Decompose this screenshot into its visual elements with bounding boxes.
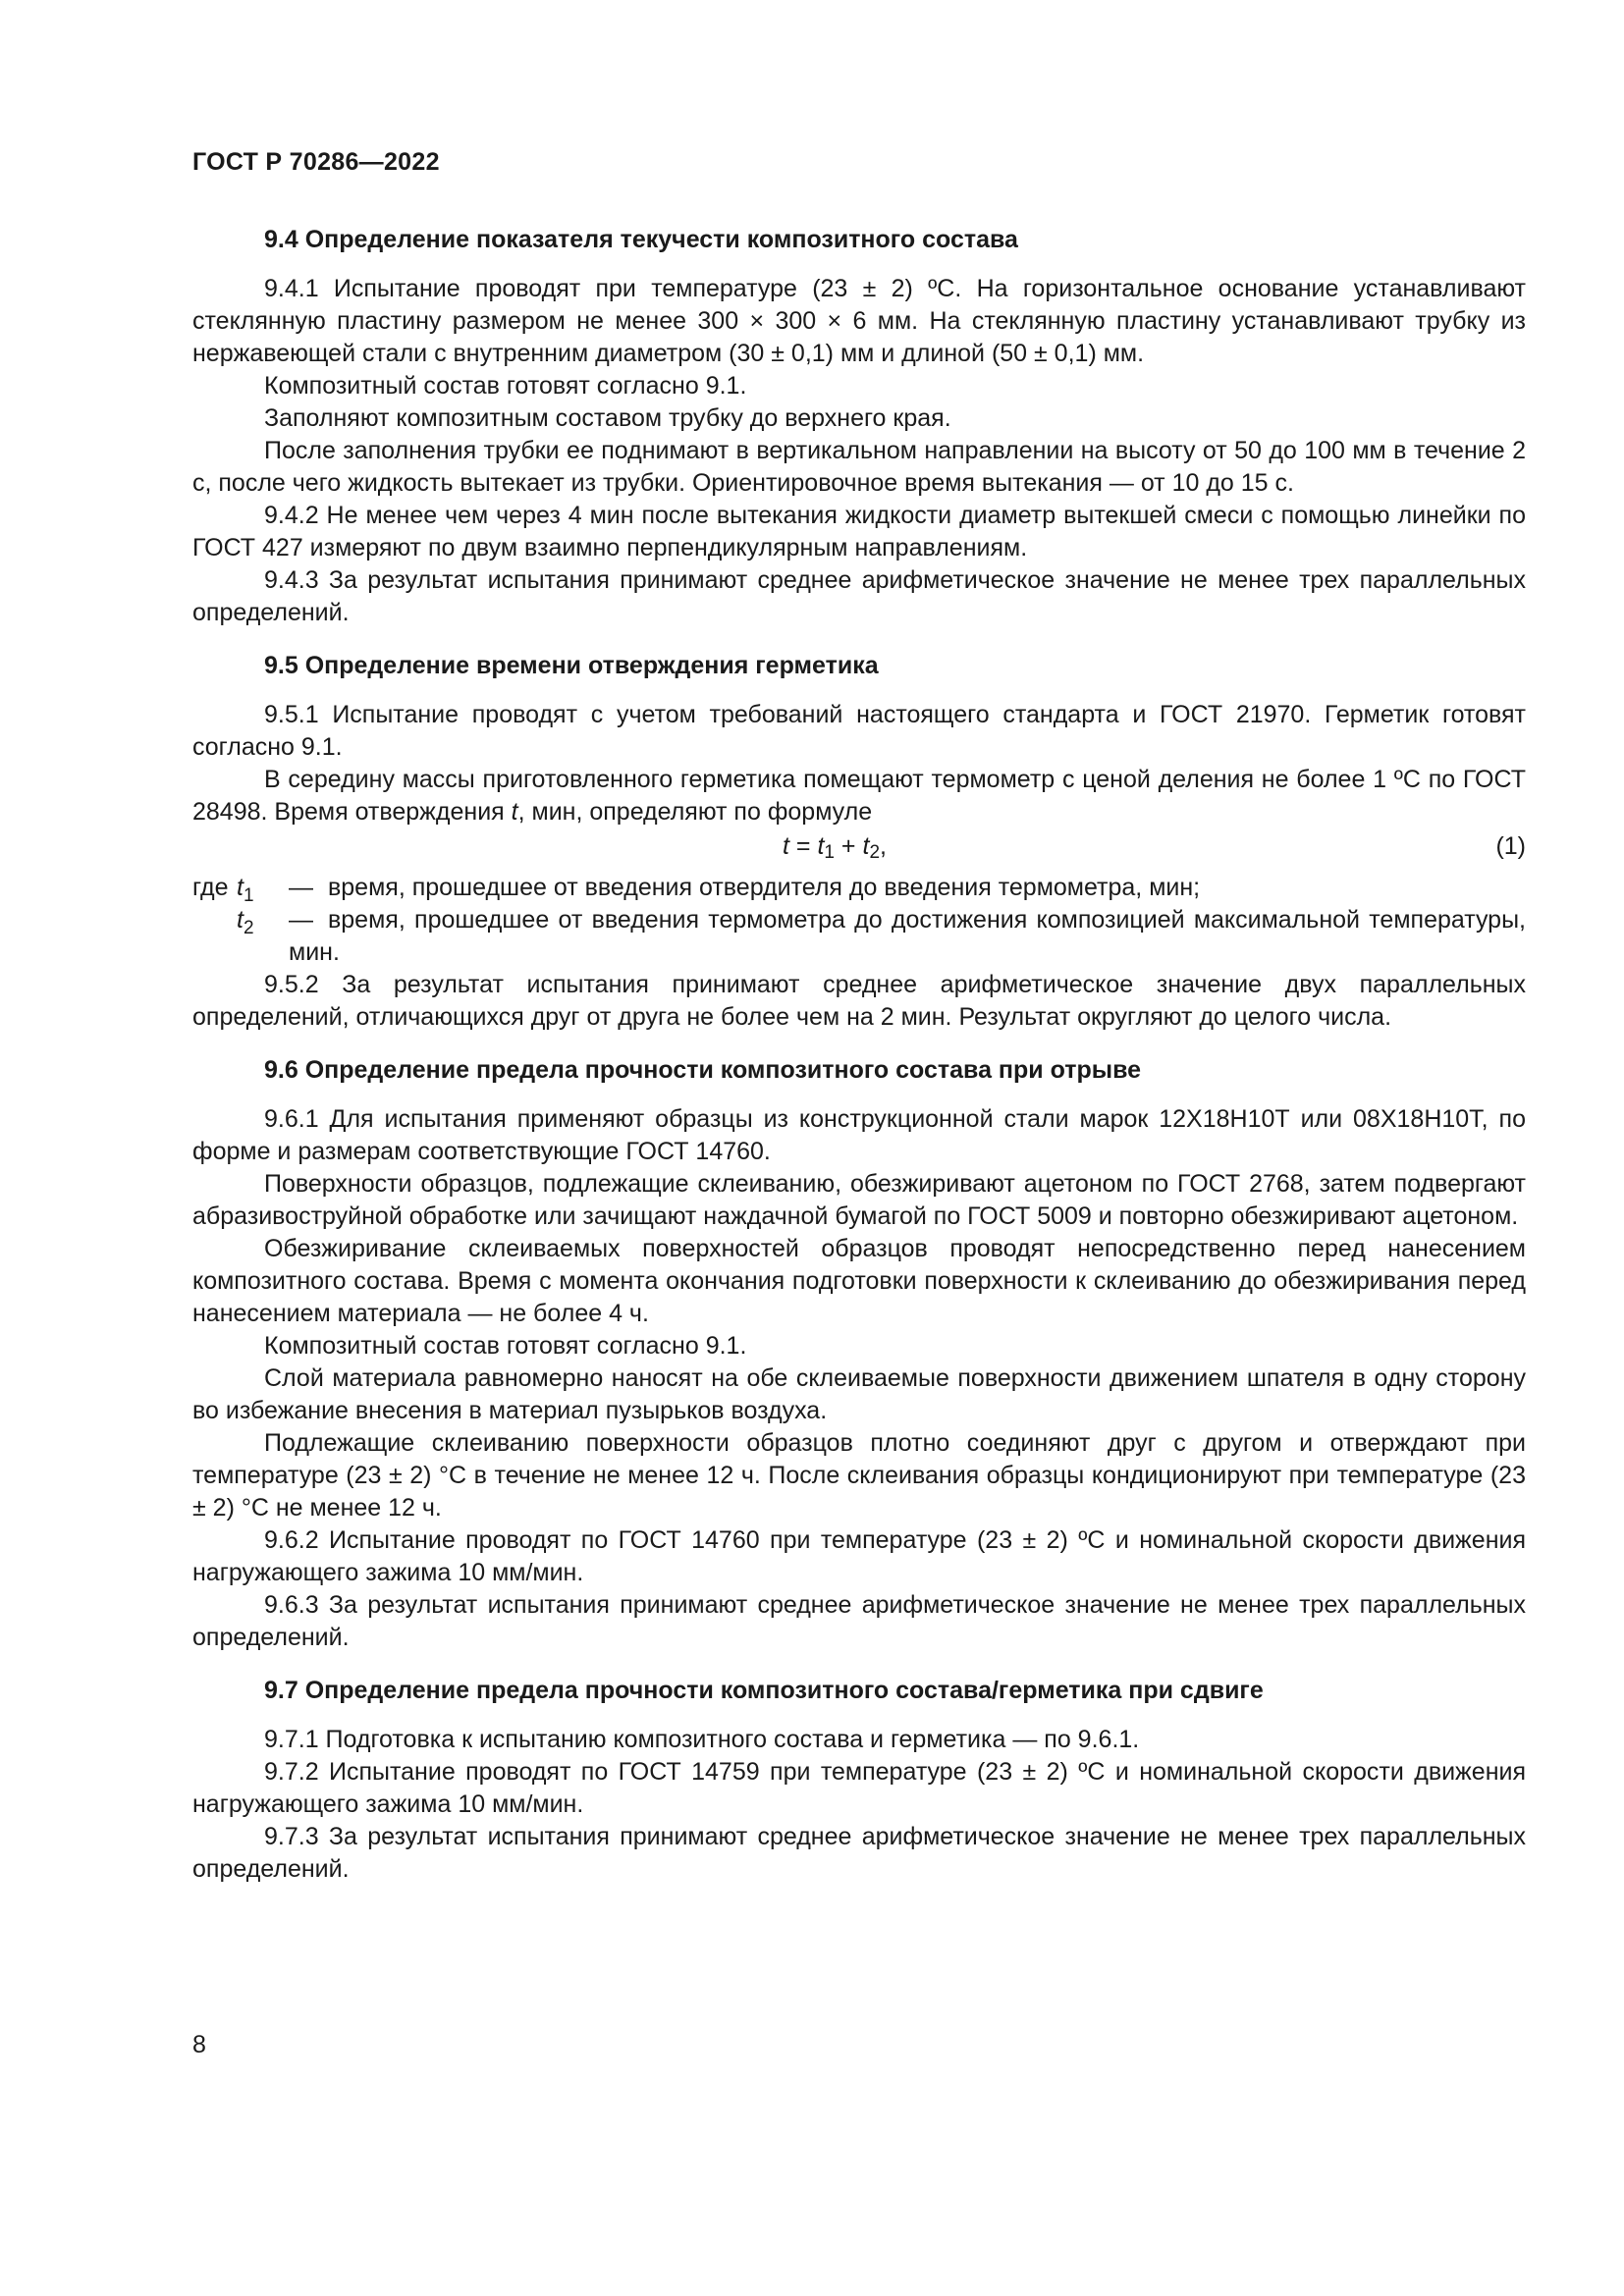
paragraph: Композитный состав готовят согласно 9.1.: [264, 372, 747, 400]
formula-legend: [192, 872, 1526, 969]
legend-row-t1: где $t_1$ — время, прошедшее от введения отвердителя до введения термометра, мин;: [192, 874, 1201, 906]
paragraph: Подлежащие склеиванию поверхности образцов плотно соединяют друг с другом и отверждают при температуре (23 ± 2) °С в течение не менее 12 ч. После склеивания образцы кондиционируют при температуре (23 ± 2) °С не менее 12 ч.: [192, 1429, 1526, 1522]
paragraph: Обезжиривание склеиваемых поверхностей образцов проводят непосредственно перед нанесением композитного состава. Время с момента окончания подготовки поверхности к склеиванию до обезжиривания перед нанесением материала — не более 4 ч.: [192, 1235, 1526, 1327]
paragraph-9-7-1: 9.7.1 Подготовка к испытанию композитного состава и герметика — по 9.6.1.: [264, 1726, 1140, 1753]
formula-number: (1): [1495, 832, 1526, 860]
section-9-4-title: 9.4 Определение показателя текучести композитного состава: [264, 226, 1018, 253]
legend-row-t2: $t_2$ — время, прошедшее от введения термометра до достижения композицией максимальной температуры, мин.: [237, 906, 1526, 966]
paragraph-9-5-2: 9.5.2 За результат испытания принимают среднее арифметическое значение двух параллельных определений, отличающихся друг от друга не более чем на 2 мин. Результат округляют до целого числа.: [192, 971, 1526, 1031]
formula-1: $t = t_1 + t_2$,: [783, 832, 887, 863]
paragraph-9-4-1: 9.4.1 Испытание проводят при температуре (23 ± 2) ºС. На горизонтальное основание устанавливают стеклянную пластину размером не менее 300 × 300 × 6 мм. На стеклянную пластину устанавливают трубку из нержавеющей стали с внутренним диаметром (30 ± 0,1) мм и длиной (50 ± 0,1) мм.: [192, 275, 1526, 367]
standard-code-header: ГОСТ Р 70286—2022: [192, 148, 440, 176]
paragraph: Заполняют композитным составом трубку до верхнего края.: [264, 404, 951, 432]
paragraph: Композитный состав готовят согласно 9.1.: [264, 1332, 747, 1360]
paragraph-9-6-2: 9.6.2 Испытание проводят по ГОСТ 14760 при температуре (23 ± 2) ºС и номинальной скорости движения нагружающего зажима 10 мм/мин.: [192, 1526, 1526, 1586]
document-body: [192, 224, 1526, 1886]
formula-row: [192, 830, 1526, 864]
paragraph-formula-intro: В середину массы приготовленного герметика помещают термометр с ценой деления не более 1 ºС по ГОСТ 28498. Время отверждения t, мин, определяют по формуле: [192, 766, 1526, 826]
page-number: 8: [192, 2031, 206, 2058]
paragraph-9-5-1: 9.5.1 Испытание проводят с учетом требований настоящего стандарта и ГОСТ 21970. Герметик готовят согласно 9.1.: [192, 701, 1526, 761]
paragraph: Поверхности образцов, подлежащие склеиванию, обезжиривают ацетоном по ГОСТ 2768, затем подвергают абразивоструйной обработке или зачищают наждачной бумагой по ГОСТ 5009 и повторно обезжиривают ацетоном.: [192, 1170, 1526, 1230]
document-page: [192, 0, 1526, 2296]
section-9-7-title: 9.7 Определение предела прочности композитного состава/герметика при сдвиге: [264, 1677, 1264, 1704]
variable-t: t: [511, 798, 518, 826]
paragraph: Слой материала равномерно наносят на обе склеиваемые поверхности движением шпателя в одну сторону во избежание внесения в материал пузырьков воздуха.: [192, 1364, 1526, 1424]
paragraph: После заполнения трубки ее поднимают в вертикальном направлении на высоту от 50 до 100 мм в течение 2 с, после чего жидкость вытекает из трубки. Ориентировочное время вытекания — от 10 до 15 с.: [192, 437, 1526, 497]
paragraph-9-6-3: 9.6.3 За результат испытания принимают среднее арифметическое значение не менее трех параллельных определений.: [192, 1591, 1526, 1651]
paragraph-9-7-2: 9.7.2 Испытание проводят по ГОСТ 14759 при температуре (23 ± 2) ºС и номинальной скорости движения нагружающего зажима 10 мм/мин.: [192, 1758, 1526, 1818]
paragraph-9-6-1: 9.6.1 Для испытания применяют образцы из конструкционной стали марок 12Х18Н10Т или 08Х18Н10Т, по форме и размерам соответствующие ГОСТ 14760.: [192, 1105, 1526, 1165]
section-9-6-title: 9.6 Определение предела прочности композитного состава при отрыве: [264, 1056, 1142, 1084]
paragraph-9-4-2: 9.4.2 Не менее чем через 4 мин после вытекания жидкости диаметр вытекшей смеси с помощью линейки по ГОСТ 427 измеряют по двум взаимно перпендикулярным направлениям.: [192, 502, 1526, 561]
paragraph-9-4-3: 9.4.3 За результат испытания принимают среднее арифметическое значение не менее трех параллельных определений.: [192, 566, 1526, 626]
paragraph-9-7-3: 9.7.3 За результат испытания принимают среднее арифметическое значение не менее трех параллельных определений.: [192, 1823, 1526, 1883]
section-9-5-title: 9.5 Определение времени отверждения герметика: [264, 652, 879, 679]
